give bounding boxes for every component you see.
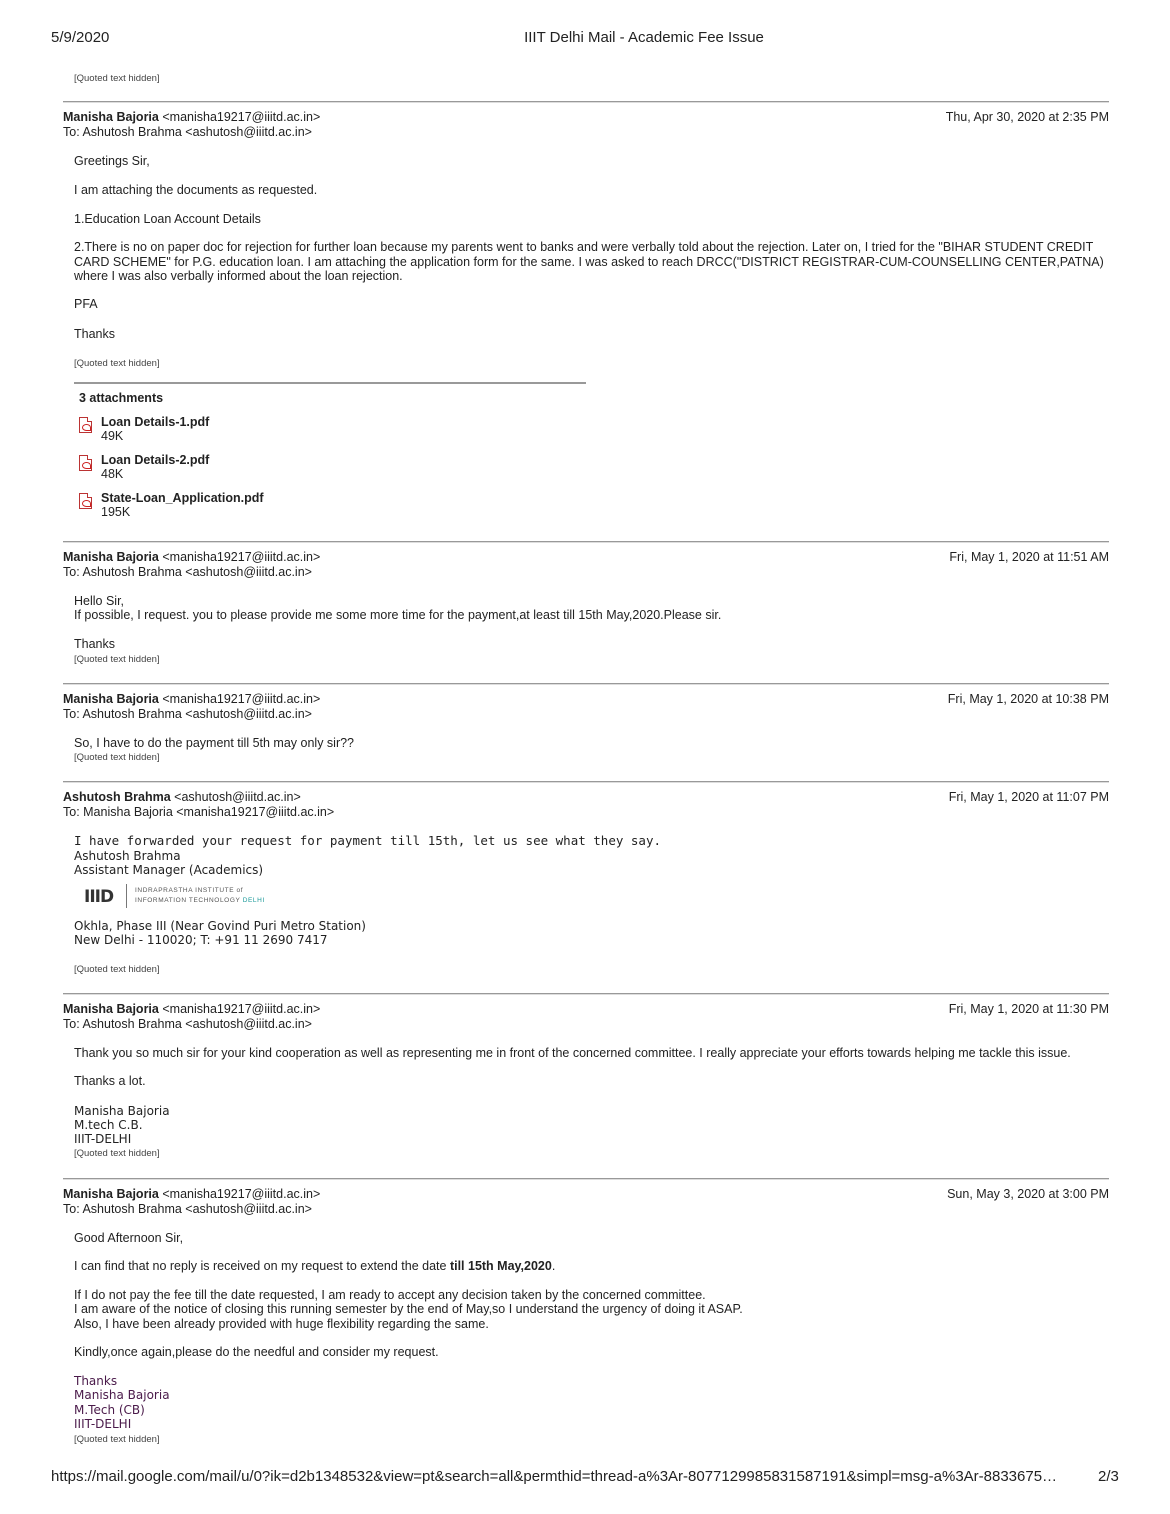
pdf-icon <box>79 417 92 433</box>
signature-name: Manisha Bajoria <box>74 1388 170 1402</box>
message-sender <box>63 550 320 580</box>
message-sender <box>63 1002 320 1032</box>
sender-email: <manisha19217@iiitd.ac.in> <box>162 1002 321 1016</box>
message-divider <box>63 993 1109 995</box>
message-body-line: Greetings Sir, <box>74 154 150 168</box>
page-number: 2/3 <box>1098 1468 1119 1485</box>
message-body-line: PFA <box>74 297 98 311</box>
institute-logo <box>84 884 265 910</box>
attachment-name[interactable]: Loan Details-1.pdf <box>101 415 210 429</box>
message-body-line: Hello Sir, <box>74 594 125 608</box>
message-sender <box>63 110 320 140</box>
sender-name: Manisha Bajoria <box>63 1002 159 1016</box>
attachment-name[interactable]: State-Loan_Application.pdf <box>101 491 264 505</box>
body-emphasis: till 15th May,2020 <box>449 1259 552 1273</box>
message-divider <box>63 1178 1109 1180</box>
message-body-line: I have forwarded your request for payment till 15th, let us see what they say. <box>74 833 661 848</box>
signature-closing: Thanks <box>74 1374 118 1388</box>
message-date: Fri, May 1, 2020 at 11:07 PM <box>948 790 1109 804</box>
message-date: Thu, Apr 30, 2020 at 2:35 PM <box>945 110 1109 124</box>
sender-email: <manisha19217@iiitd.ac.in> <box>162 692 321 706</box>
signature-institute: IIIT-DELHI <box>74 1132 132 1146</box>
message-body-line: Thanks <box>74 327 115 341</box>
message-body-line: Thank you so much sir for your kind cooperation as well as representing me in front of the concerned committee. I really appreciate your efforts towards helping me tackle this issue. <box>74 1046 1071 1060</box>
quoted-text-hidden[interactable]: [Quoted text hidden] <box>74 964 160 975</box>
attachment-size: 48K <box>101 467 124 481</box>
sender-name: Manisha Bajoria <box>63 550 159 564</box>
sender-email: <ashutosh@iiitd.ac.in> <box>174 790 301 804</box>
recipient: To: Manisha Bajoria <manisha19217@iiitd.ac.in> <box>63 805 335 819</box>
message-divider <box>63 781 1109 783</box>
body-text: I can find that no reply is received on my request to extend the date <box>74 1259 447 1273</box>
recipient: To: Ashutosh Brahma <ashutosh@iiitd.ac.in> <box>63 565 312 579</box>
pdf-icon <box>79 455 92 471</box>
attachment-size: 195K <box>101 505 131 519</box>
message-sender <box>63 692 320 722</box>
quoted-text-hidden[interactable]: [Quoted text hidden] <box>74 1434 160 1445</box>
signature-program: M.Tech (CB) <box>74 1403 145 1417</box>
message-body-line: If I do not pay the fee till the date requested, I am ready to accept any decision taken by the concerned committee. <box>74 1288 706 1302</box>
message-body-line: So, I have to do the payment till 5th may only sir?? <box>74 736 355 750</box>
signature-address: Okhla, Phase III (Near Govind Puri Metro Station) <box>74 919 366 933</box>
logo-text-line2 <box>135 897 265 904</box>
quoted-text-hidden[interactable]: [Quoted text hidden] <box>74 654 160 665</box>
attachment-size: 49K <box>101 429 124 443</box>
attachments-title: 3 attachments <box>79 391 164 405</box>
message-body-line: Thanks a lot. <box>74 1074 146 1088</box>
message-body-paragraph: 2.There is no on paper doc for rejection for further loan because my parents went to banks and were verbally told about the rejection. Later on, I tried for the "BIHAR STUDENT CREDIT CARD SCHEME" for P.G. education loan. I am attaching the application form for the same. I was asked to reach DRCC("DISTRICT REGISTRAR-CUM-COUNSELLING CENTER,PATNA) where I was also verbally informed about the loan rejection. <box>74 240 1104 283</box>
signature-program: M.tech C.B. <box>74 1118 143 1132</box>
attachments-divider <box>74 382 586 384</box>
message-body-line: Also, I have been already provided with huge flexibility regarding the same. <box>74 1317 489 1331</box>
message-divider <box>63 101 1109 103</box>
signature-institute: IIIT-DELHI <box>74 1417 132 1431</box>
logo-mark: IIID <box>84 887 114 907</box>
recipient: To: Ashutosh Brahma <ashutosh@iiitd.ac.in> <box>63 125 312 139</box>
sender-email: <manisha19217@iiitd.ac.in> <box>162 110 321 124</box>
message-body-line <box>74 1259 555 1274</box>
message-body-line: Thanks <box>74 637 115 651</box>
recipient: To: Ashutosh Brahma <ashutosh@iiitd.ac.in> <box>63 1202 312 1216</box>
sender-name: Ashutosh Brahma <box>63 790 171 804</box>
message-body-line: If possible, I request. you to please provide me some more time for the payment,at least till 15th May,2020.Please sir. <box>74 608 722 622</box>
message-sender <box>63 1187 320 1217</box>
message-sender <box>63 790 334 820</box>
sender-name: Manisha Bajoria <box>63 110 159 124</box>
sender-name: Manisha Bajoria <box>63 692 159 706</box>
message-body-line: I am aware of the notice of closing this running semester by the end of May,so I understand the urgency of doing it ASAP. <box>74 1302 743 1316</box>
message-body-line: 1.Education Loan Account Details <box>74 212 261 226</box>
message-divider <box>63 683 1109 685</box>
message-date: Fri, May 1, 2020 at 10:38 PM <box>947 692 1109 706</box>
quoted-text-hidden[interactable]: [Quoted text hidden] <box>74 358 160 369</box>
message-date: Sun, May 3, 2020 at 3:00 PM <box>947 1187 1109 1201</box>
message-date: Fri, May 1, 2020 at 11:30 PM <box>948 1002 1109 1016</box>
signature-address: New Delhi - 110020; T: +91 11 2690 7417 <box>74 933 328 947</box>
quoted-text-hidden[interactable]: [Quoted text hidden] <box>74 73 160 84</box>
page-url: https://mail.google.com/mail/u/0?ik=d2b1348532&view=pt&search=all&permthid=thread-a%3Ar-8077129985831587191&simpl=msg-a%3Ar-8833675… <box>51 1468 1058 1485</box>
logo-text-line2a: INFORMATION TECHNOLOGY <box>135 897 241 904</box>
message-date: Fri, May 1, 2020 at 11:51 AM <box>949 550 1109 564</box>
page-title: IIIT Delhi Mail - Academic Fee Issue <box>524 29 764 46</box>
sender-email: <manisha19217@iiitd.ac.in> <box>162 550 321 564</box>
logo-text-line1: INDRAPRASTHA INSTITUTE of <box>135 887 244 894</box>
signature-role: Assistant Manager (Academics) <box>74 863 264 877</box>
sender-name: Manisha Bajoria <box>63 1187 159 1201</box>
body-text: . <box>551 1259 556 1273</box>
quoted-text-hidden[interactable]: [Quoted text hidden] <box>74 752 160 763</box>
message-body-line: I am attaching the documents as requested. <box>74 183 318 197</box>
pdf-icon <box>79 493 92 509</box>
logo-text-line2b: DELHI <box>242 897 265 904</box>
recipient: To: Ashutosh Brahma <ashutosh@iiitd.ac.in> <box>63 707 312 721</box>
logo-divider <box>126 884 127 908</box>
message-body-line: Kindly,once again,please do the needful and consider my request. <box>74 1345 439 1359</box>
signature-name: Manisha Bajoria <box>74 1104 170 1118</box>
quoted-text-hidden[interactable]: [Quoted text hidden] <box>74 1148 160 1159</box>
message-body-line: Good Afternoon Sir, <box>74 1231 184 1245</box>
signature-name: Ashutosh Brahma <box>74 849 181 863</box>
recipient: To: Ashutosh Brahma <ashutosh@iiitd.ac.in> <box>63 1017 312 1031</box>
sender-email: <manisha19217@iiitd.ac.in> <box>162 1187 321 1201</box>
print-date: 5/9/2020 <box>51 29 110 46</box>
attachment-name[interactable]: Loan Details-2.pdf <box>101 453 210 467</box>
message-divider <box>63 541 1109 543</box>
